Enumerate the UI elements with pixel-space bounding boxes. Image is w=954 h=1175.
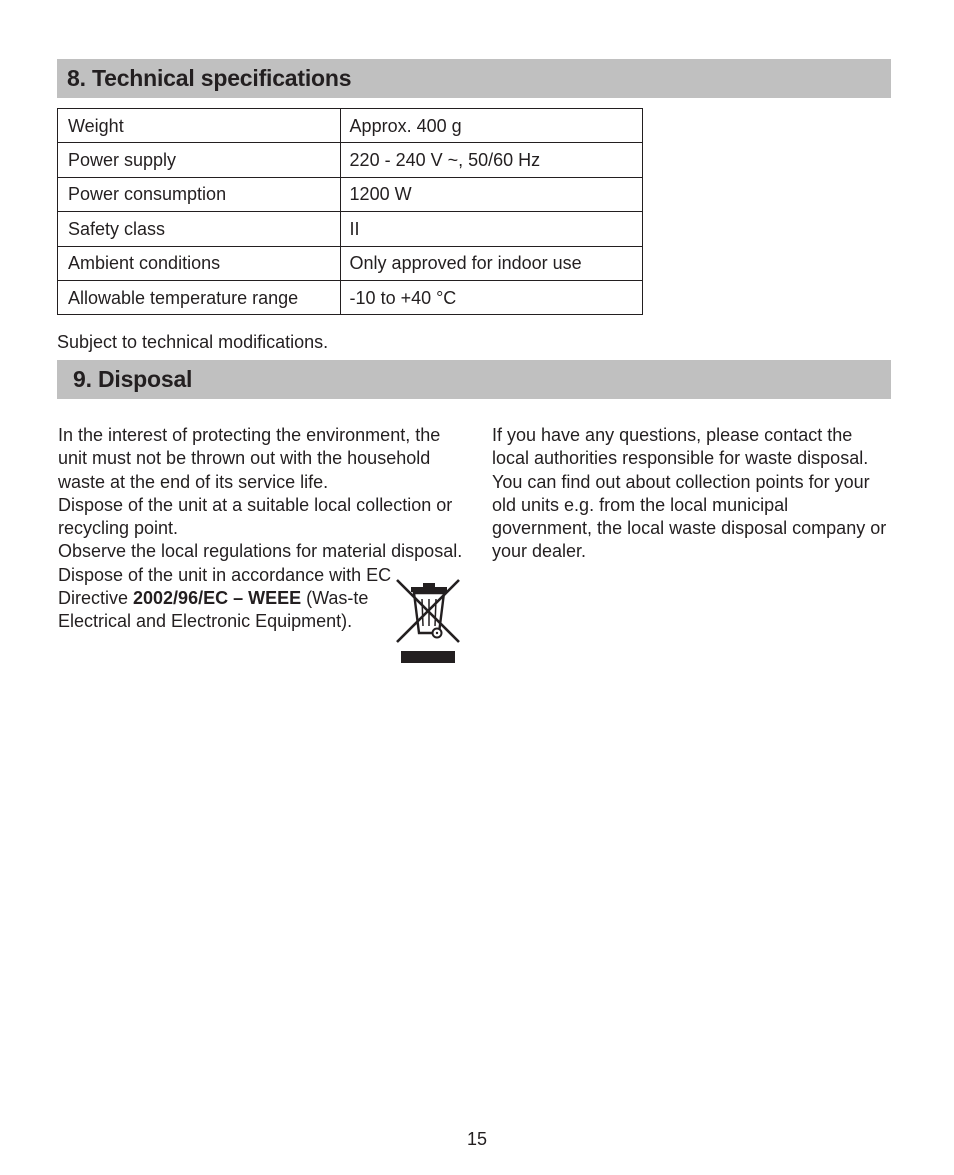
table-row [58, 212, 643, 246]
disposal-contact-paragraph: If you have any questions, please contact the local authorities responsible for waste disposal. You can find out about collection points for your old units e.g. from the local municipal government, the local waste disposal company or your dealer. [492, 425, 887, 562]
spec-value: -10 to +40 °C [340, 280, 642, 314]
table-row [58, 177, 643, 211]
directive-text: Dispose of the unit in accordance with EC Directive [58, 564, 392, 609]
specifications-table [57, 108, 643, 315]
spec-value: II [340, 212, 642, 246]
spec-label: Safety class [58, 212, 341, 246]
technical-specifications-title: 8. Technical specifications [67, 65, 352, 91]
crossed-out-wheelie-bin-icon [393, 576, 463, 664]
technical-modifications-note: Subject to technical modifications. [57, 332, 329, 352]
disposal-paragraph: In the interest of protecting the environment, the unit must not be thrown out with the household waste at the end of its service life. [58, 425, 441, 492]
disposal-title: 9. Disposal [73, 366, 193, 392]
disposal-right-column [492, 424, 892, 564]
spec-value: 220 - 240 V ~, 50/60 Hz [340, 143, 642, 177]
weee-directive-paragraph [58, 564, 398, 634]
spec-value: Only approved for indoor use [340, 246, 642, 280]
disposal-paragraph: Dispose of the unit at a suitable local collection or recycling point. [58, 494, 453, 539]
disposal-header [57, 360, 891, 399]
table-row [58, 143, 643, 177]
spec-value: 1200 W [340, 177, 642, 211]
spec-value: Approx. 400 g [340, 109, 642, 143]
directive-text-end: (Was-te Electrical and Electronic Equipment). [58, 588, 369, 632]
spec-label: Power supply [58, 143, 341, 177]
disposal-paragraph: Observe the local regulations for material disposal. [58, 541, 463, 562]
table-row [58, 109, 643, 143]
spec-label: Power consumption [58, 177, 341, 211]
page-number: 15 [466, 1129, 488, 1149]
spec-label: Ambient conditions [58, 246, 341, 280]
spec-label: Allowable temperature range [58, 280, 341, 314]
spec-label: Weight [58, 109, 341, 143]
technical-specifications-header [57, 59, 891, 98]
directive-code: 2002/96/EC – WEEE [133, 588, 302, 609]
table-row [58, 280, 643, 314]
table-row [58, 246, 643, 280]
